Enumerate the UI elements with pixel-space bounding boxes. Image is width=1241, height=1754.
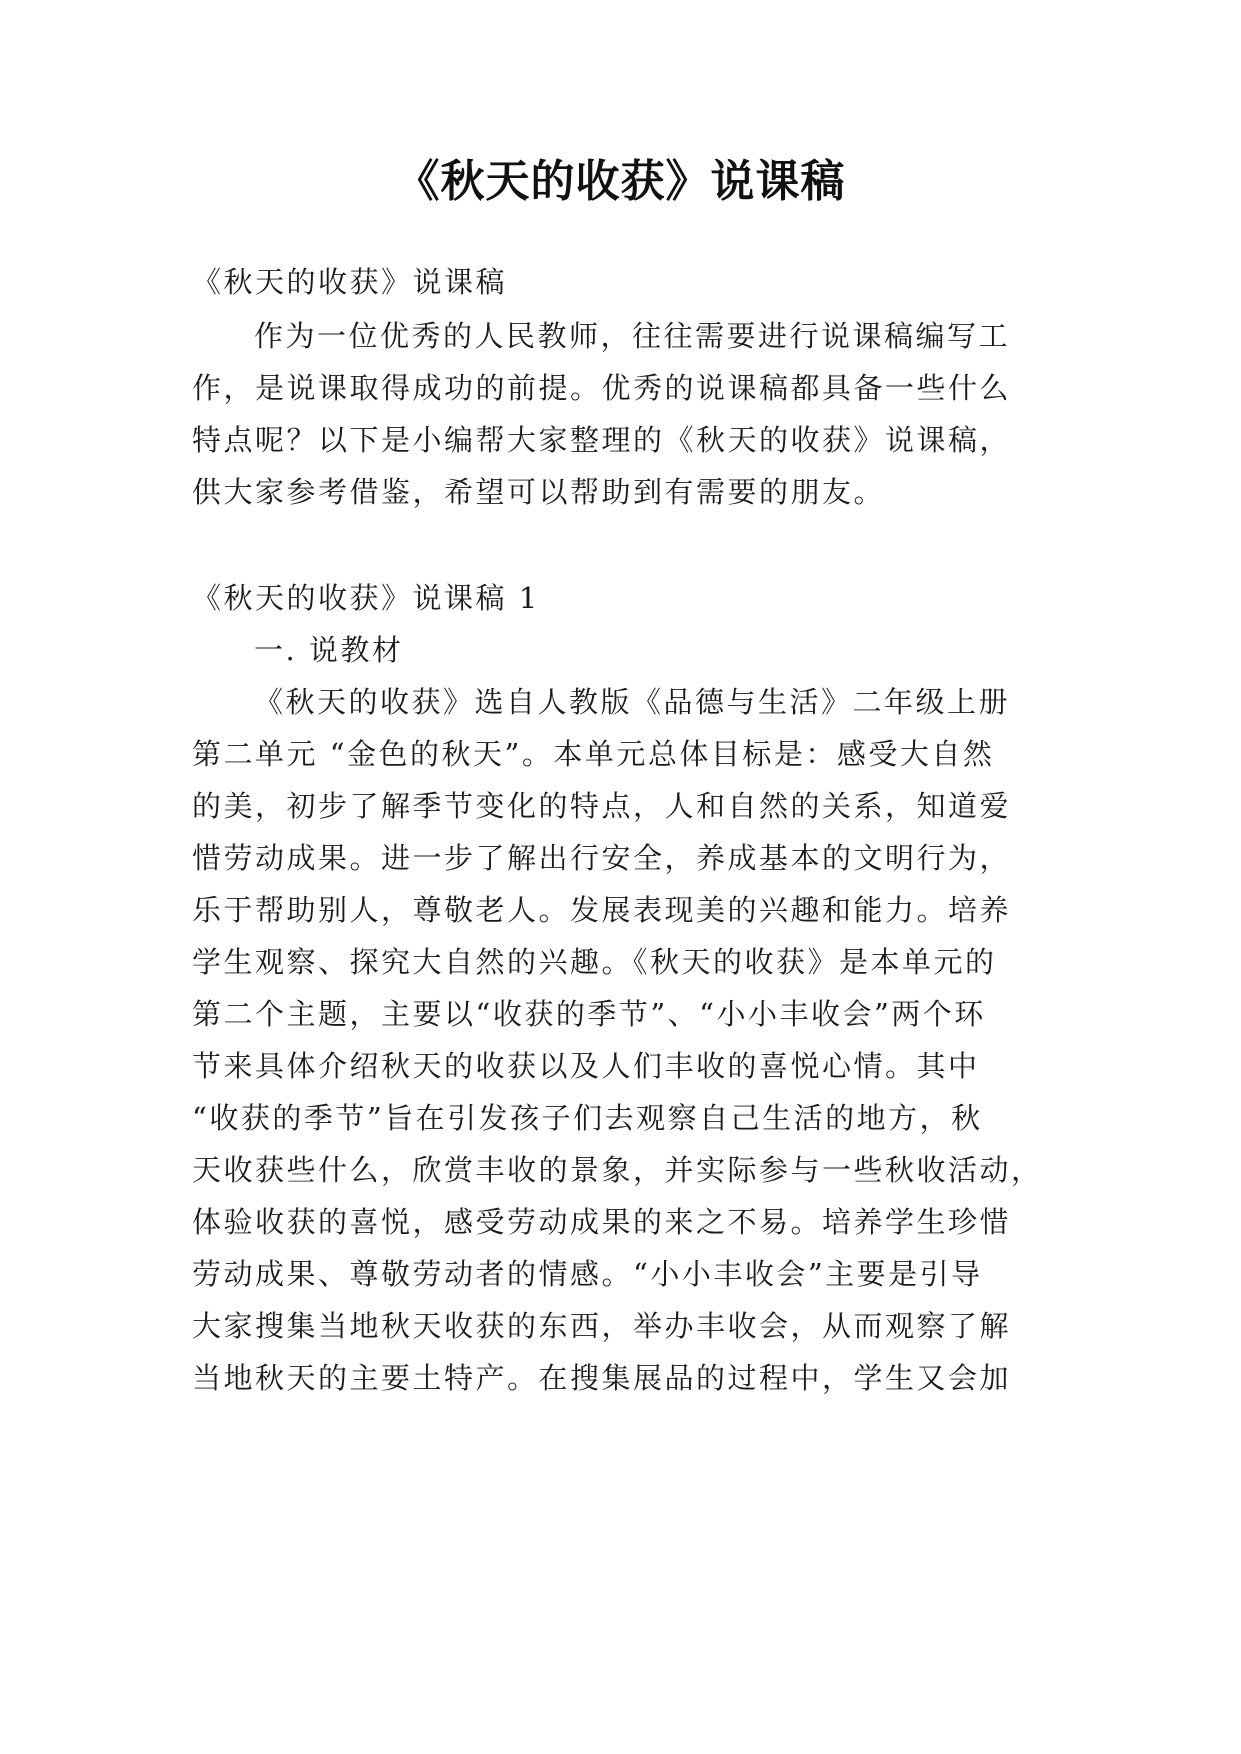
- body-paragraph-line: 节来具体介绍秋天的收获以及人们丰收的喜悦心情。其中: [192, 1049, 980, 1083]
- body-paragraph-line: 体验收获的喜悦，感受劳动成果的来之不易。培养学生珍惜: [192, 1205, 1012, 1239]
- body-paragraph-line: “收获的季节”旨在引发孩子们去观察自己生活的地方，秋: [192, 1101, 983, 1135]
- intro-heading: 《秋天的收获》说课稿: [192, 265, 508, 299]
- subsection-heading: 一. 说教材: [254, 633, 404, 667]
- body-paragraph-line: 乐于帮助别人，尊敬老人。发展表现美的兴趣和能力。培养: [192, 893, 1012, 927]
- body-paragraph-line: 大家搜集当地秋天收获的东西，举办丰收会，从而观察了解: [192, 1309, 1012, 1343]
- intro-paragraph-line: 特点呢？以下是小编帮大家整理的《秋天的收获》说课稿，: [192, 423, 1012, 457]
- body-paragraph-line: 惜劳动成果。进一步了解出行安全，养成基本的文明行为，: [192, 841, 1012, 875]
- body-paragraph-line: 天收获些什么，欣赏丰收的景象，并实际参与一些秋收活动，: [192, 1153, 1043, 1187]
- body-paragraph-line: 《秋天的收获》选自人教版《品德与生活》二年级上册: [254, 685, 1011, 719]
- body-paragraph-line: 的美，初步了解季节变化的特点，人和自然的关系，知道爱: [192, 789, 1012, 823]
- body-paragraph-line: 劳动成果、尊敬劳动者的情感。“小小丰收会”主要是引导: [192, 1257, 983, 1291]
- intro-paragraph-line: 作，是说课取得成功的前提。优秀的说课稿都具备一些什么: [192, 371, 1012, 405]
- body-paragraph-line: 第二单元 “金色的秋天”。本单元总体目标是：感受大自然: [192, 737, 995, 771]
- body-paragraph-line: 当地秋天的主要土特产。在搜集展品的过程中，学生又会加: [192, 1361, 1012, 1395]
- intro-paragraph-line: 供大家参考借鉴，希望可以帮助到有需要的朋友。: [192, 475, 886, 509]
- intro-paragraph-line: 作为一位优秀的人民教师，往往需要进行说课稿编写工: [254, 319, 1011, 353]
- body-paragraph-line: 学生观察、探究大自然的兴趣。《秋天的收获》是本单元的: [192, 945, 997, 979]
- body-paragraph-line: 第二个主题，主要以“收获的季节”、“小小丰收会”两个环: [192, 997, 986, 1031]
- document-title: 《秋天的收获》说课稿: [395, 156, 846, 207]
- section-heading: 《秋天的收获》说课稿 1: [192, 581, 540, 615]
